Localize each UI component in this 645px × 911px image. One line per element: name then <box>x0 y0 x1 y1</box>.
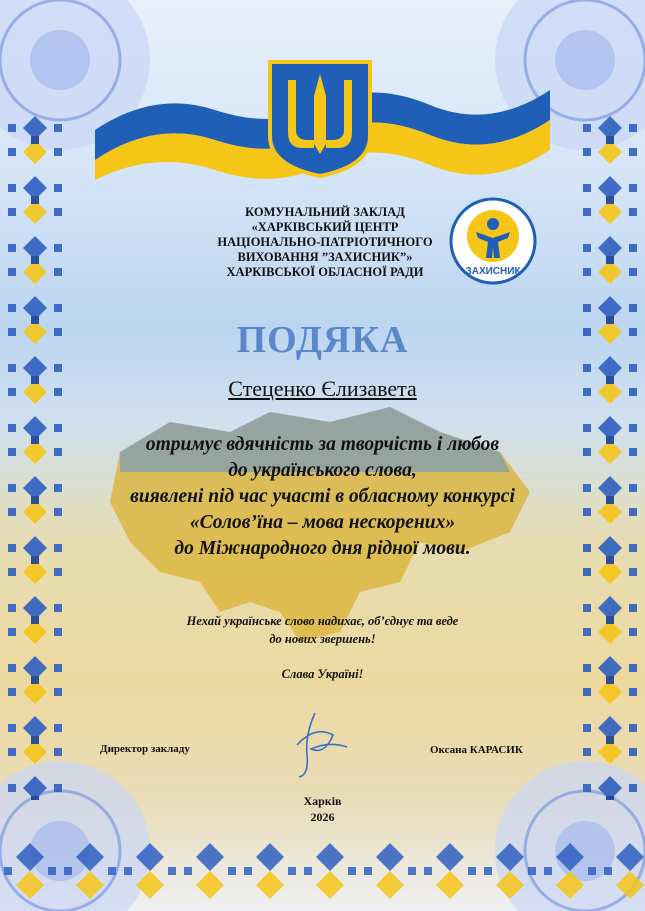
logo-name: ЗАХИСНИК <box>465 266 521 277</box>
zakhysnyk-logo <box>448 196 538 286</box>
gratitude-line: виявлені під час участі в обласному конкурсі <box>130 486 515 507</box>
director-role: Директор закладу <box>100 743 190 755</box>
gratitude-line: до Міжнародного дня рідної мови. <box>174 538 471 559</box>
place-and-year <box>0 793 645 825</box>
wish-text <box>0 612 645 648</box>
organization-line: КОМУНАЛЬНИЙ ЗАКЛАД <box>245 205 405 219</box>
handwritten-signature <box>285 705 355 780</box>
gratitude-line: отримує вдячність за творчість і любов <box>145 434 500 455</box>
gratitude-line: до українського слова, <box>228 460 417 481</box>
director-name: Оксана КАРАСИК <box>430 744 523 756</box>
glory-text: Слава Україні! <box>281 667 364 681</box>
bottom-ornament-border <box>0 831 645 911</box>
gratitude-line: «Солов’їна – мова нескорених» <box>189 512 456 533</box>
organization-block <box>180 205 470 280</box>
trident-emblem-icon <box>264 56 376 180</box>
gratitude-text <box>0 432 645 562</box>
organization-line: ВИХОВАННЯ ”ЗАХИСНИК”» <box>237 250 413 264</box>
year: 2026 <box>310 810 335 824</box>
wish-line: до нових звершень! <box>269 632 376 646</box>
organization-line: «ХАРКІВСЬКИЙ ЦЕНТР <box>251 220 399 234</box>
wish-line: Нехай українське слово надихає, об’єднує та веде <box>186 614 459 628</box>
organization-line: ХАРКІВСЬКОЇ ОБЛАСНОЇ РАДИ <box>226 265 424 279</box>
recipient-name-text: Стеценко Єлизавета <box>228 376 417 401</box>
organization-line: НАЦІОНАЛЬНО-ПАТРІОТИЧНОГО <box>217 235 433 249</box>
city: Харків <box>303 794 342 808</box>
certificate-title: ПОДЯКА <box>236 319 409 361</box>
recipient-name <box>0 376 645 402</box>
